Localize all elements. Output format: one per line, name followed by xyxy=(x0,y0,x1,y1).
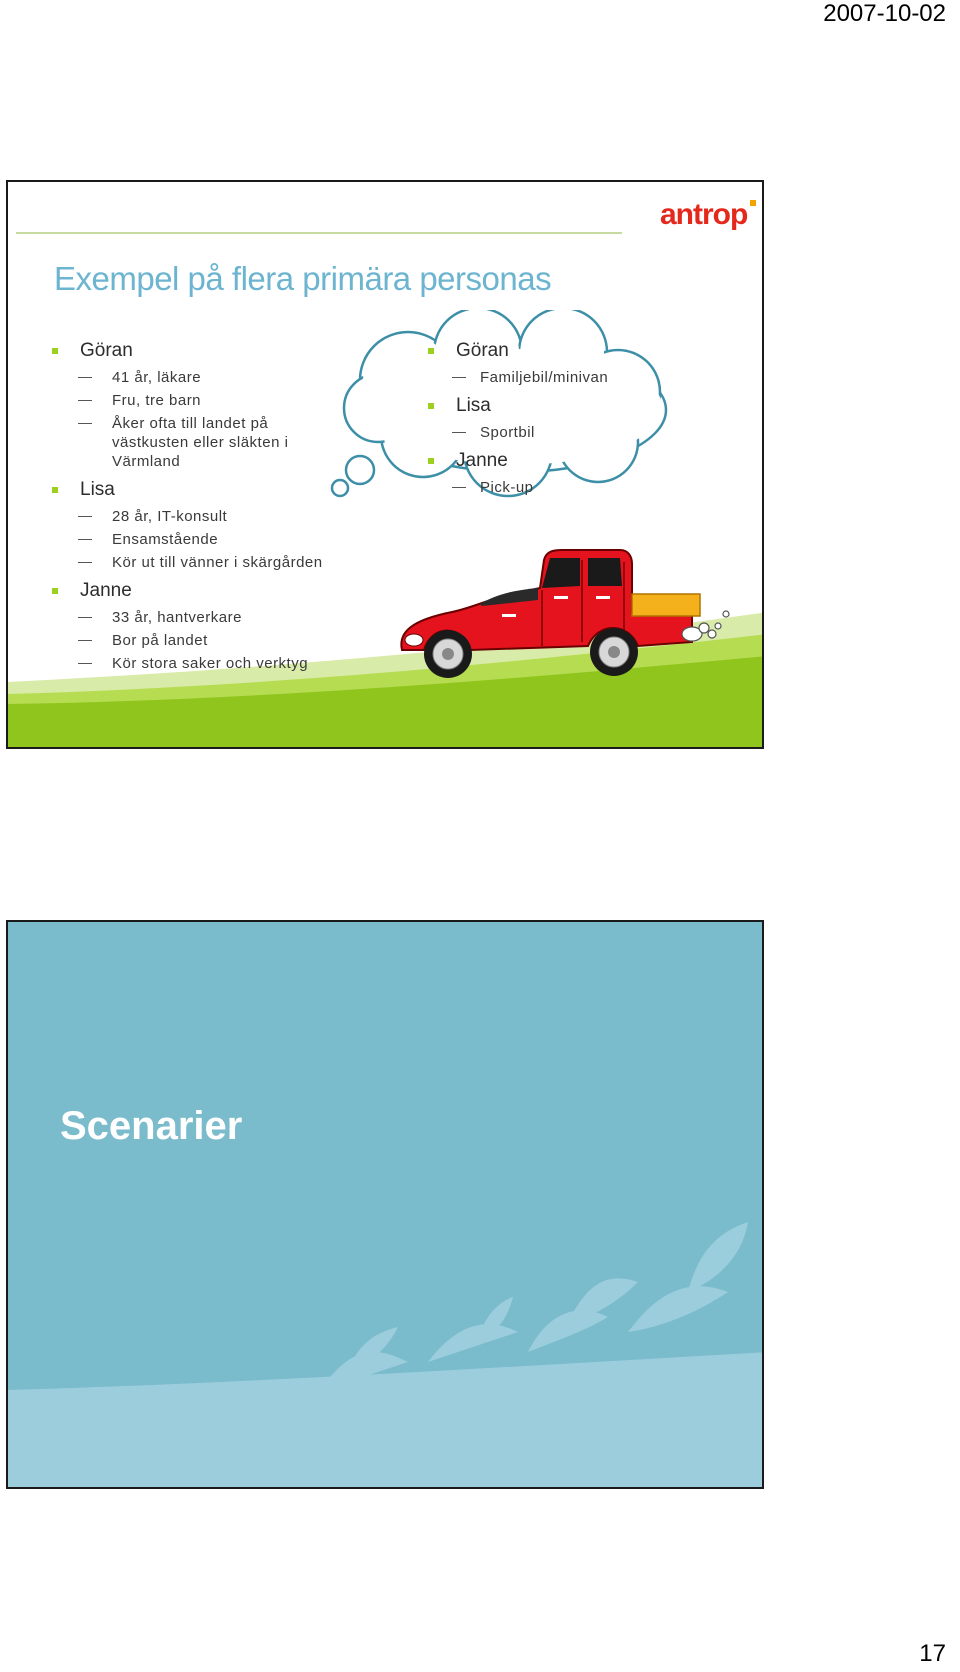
persona-name: Janne xyxy=(52,578,392,604)
car-owner-name: Göran xyxy=(428,338,688,364)
pickup-truck-icon xyxy=(392,542,762,682)
persona-detail: 41 år, läkare xyxy=(52,368,392,387)
car-owner-name: Lisa xyxy=(428,393,688,419)
car-list xyxy=(428,338,688,497)
page-number: 17 xyxy=(919,1640,946,1667)
persona-detail: Fru, tre barn xyxy=(52,391,392,410)
bullet-icon xyxy=(52,588,58,594)
persona-detail: Kör ut till vänner i skärgården xyxy=(52,553,392,572)
persona-detail: Bor på landet xyxy=(52,631,392,650)
car-owner-name: Janne xyxy=(428,448,688,474)
leaf-wave-decoration xyxy=(8,922,764,1489)
car-type: Pick-up xyxy=(428,478,688,497)
persona-detail: Ensamstående xyxy=(52,530,392,549)
persona-name: Göran xyxy=(52,338,392,364)
persona-detail: 33 år, hantverkare xyxy=(52,608,392,627)
bullet-icon xyxy=(428,403,434,409)
slide-title: Exempel på flera primära personas xyxy=(54,260,552,297)
slide-scenarier xyxy=(6,920,764,1489)
dash-icon xyxy=(78,516,92,517)
dash-icon xyxy=(78,617,92,618)
dash-icon xyxy=(78,562,92,563)
header-date: 2007-10-02 xyxy=(823,0,946,27)
bullet-icon xyxy=(428,348,434,354)
persona-detail: 28 år, IT-konsult xyxy=(52,507,392,526)
bullet-icon xyxy=(52,487,58,493)
persona-detail: Kör stora saker och verktyg xyxy=(52,654,392,673)
dash-icon xyxy=(452,432,466,433)
dash-icon xyxy=(78,423,92,424)
dash-icon xyxy=(78,377,92,378)
car-type: Familjebil/minivan xyxy=(428,368,688,387)
dash-icon xyxy=(78,539,92,540)
dash-icon xyxy=(452,487,466,488)
dash-icon xyxy=(78,663,92,664)
antrop-logo: antrop xyxy=(660,198,748,231)
slide-title: Scenarier xyxy=(60,1104,243,1148)
dash-icon xyxy=(78,640,92,641)
bullet-icon xyxy=(428,458,434,464)
persona-name: Lisa xyxy=(52,477,392,503)
car-type: Sportbil xyxy=(428,423,688,442)
dash-icon xyxy=(78,400,92,401)
persona-list xyxy=(52,338,392,673)
dash-icon xyxy=(452,377,466,378)
persona-detail: Åker ofta till landet på västkusten eller släkten i Värmland xyxy=(52,414,312,471)
slide-personas xyxy=(6,180,764,749)
bullet-icon xyxy=(52,348,58,354)
